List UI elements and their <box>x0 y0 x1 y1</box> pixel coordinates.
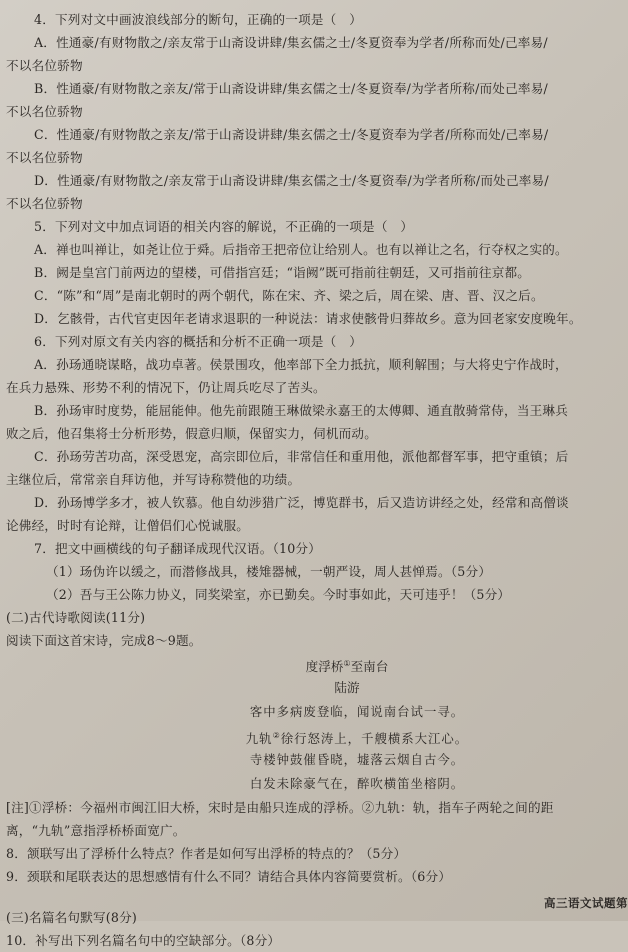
q4-option-a-cont: 不以名位骄物 <box>6 58 83 73</box>
q6-stem: 6．下列对原文有关内容的概括和分析不正确一项是（ ） <box>34 334 363 349</box>
q4-stem: 4．下列对文中画波浪线部分的断句，正确的一项是（ ） <box>34 12 363 27</box>
poem-title: 度浮桥①至南台 <box>305 659 389 675</box>
section-2-title: (二)古代诗歌阅读(11分) <box>6 610 146 625</box>
q4-option-a: A．性通豪/有财物散之/亲友常于山斋设讲肆/集玄儒之士/冬夏资奉为学者/所称而处/己率易/ <box>34 35 548 50</box>
q4-option-b-cont: 不以名位骄物 <box>6 104 83 119</box>
q4-option-b: B．性通豪/有财物散之亲友/常于山斋设讲肆/集玄儒之士/冬夏资奉/为学者所称/而处己率易/ <box>34 81 548 96</box>
q8-stem: 8．颔联写出了浮桥什么特点？作者是如何写出浮桥的特点的？（5分） <box>6 846 407 861</box>
poem-line-3: 寺楼钟鼓催昏晓，墟落云烟自古今。 <box>249 752 465 767</box>
poem-line-2-note: ② <box>272 731 281 740</box>
q6-option-d: D．孙玚博学多才，被人钦慕。他自幼涉猎广泛，博览群书，后又造访讲经之处，经常和高僧谈 <box>34 495 569 510</box>
q6-option-c-cont: 主继位后，常常亲自拜访他，并写诗称赞他的功绩。 <box>6 472 301 487</box>
poem-notes: [注]①浮桥：今福州市闽江旧大桥，宋时是由船只连成的浮桥。②九轨：轨，指车子两轮之间的距 <box>6 800 554 815</box>
poem-line-2: 九轨②徐行怒涛上，千艘横系大江心。 <box>245 731 469 747</box>
q5-option-c: C．“陈”和“周”是南北朝时的两个朝代，陈在宋、齐、梁之后，周在梁、唐、晋、汉之后。 <box>34 288 544 303</box>
q4-option-c: C．性通豪/有财物散之亲友/常于山斋设讲肆/集玄儒之士/冬夏资奉为学者/所称而处/己率易/ <box>34 127 549 142</box>
poem-author: 陆游 <box>334 680 360 695</box>
poem-line-4: 白发未除豪气在，醉吹横笛坐榕阴。 <box>249 776 465 791</box>
section-3-title: (三)名篇名句默写(8分) <box>6 910 138 925</box>
q4-option-c-cont: 不以名位骄物 <box>6 150 83 165</box>
q4-option-d: D．性通豪/有财物散之/亲友常于山斋设讲肆/集玄儒之士/冬夏资奉/为学者所称/而处己率易/ <box>34 173 549 188</box>
poem-notes-cont: 离，“九轨”意指浮桥桥面宽广。 <box>6 823 186 838</box>
spacer <box>6 888 618 906</box>
q10-stem: 10．补写出下列名篇名句中的空缺部分。（8分） <box>6 933 281 948</box>
q7-stem: 7．把文中画横线的句子翻译成现代汉语。（10分） <box>34 541 322 556</box>
q6-option-c: C．孙玚劳苦功高，深受恩宠，高宗即位后，非常信任和重用他，派他都督军事，把守重镇；后 <box>34 449 569 464</box>
q5-option-d: D．乞骸骨，古代官吏因年老请求退职的一种说法：请求使骸骨归葬故乡。意为回老家安度晚年。 <box>34 311 582 326</box>
section-2-intro: 阅读下面这首宋诗，完成8～9题。 <box>6 633 202 648</box>
q7-sentence-2: （2）吾与王公陈力协义，同奖梁室，亦已勤矣。今时事如此，天可违乎！（5分） <box>46 587 511 602</box>
q6-option-a: A．孙玚通晓谋略，战功卓著。侯景围攻，他率部下全力抵抗，顺利解围；与大将史宁作战时， <box>34 357 568 372</box>
q9-stem: 9．颈联和尾联表达的思想感情有什么不同？请结合具体内容简要赏析。（6分） <box>6 869 452 884</box>
q6-option-b: B．孙玚审时度势，能屈能伸。他先前跟随王琳做梁永嘉王的太傅卿、通直散骑常侍，当王琳兵 <box>34 403 568 418</box>
q6-option-a-cont: 在兵力悬殊、形势不利的情况下，仍让周兵吃尽了苦头。 <box>6 380 326 395</box>
q5-option-b: B．阙是皇宫门前两边的望楼，可借指宫廷；“诣阙”既可指前往朝廷，又可指前往京都。 <box>34 265 531 280</box>
poem-line-1: 客中多病废登临，闻说南台试一寻。 <box>249 704 465 719</box>
poem-title-note: ① <box>343 659 351 668</box>
page-footer: 高三语文试题第 <box>544 896 628 910</box>
q7-sentence-1: （1）玚伪许以缓之，而潜修战具，楼雉器械，一朝严设，周人甚惮焉。（5分） <box>46 564 492 579</box>
q5-stem: 5．下列对文中加点词语的相关内容的解说，不正确的一项是（ ） <box>34 219 414 234</box>
q4-option-d-cont: 不以名位骄物 <box>6 196 83 211</box>
q6-option-b-cont: 败之后，他召集将士分析形势，假意归顺，保留实力，伺机而动。 <box>6 426 378 441</box>
q5-option-a: A．禅也叫禅让，如尧让位于舜。后指帝王把帝位让给别人。也有以禅让之名，行夺权之实的。 <box>34 242 568 257</box>
q6-option-d-cont: 论佛经，时时有论辩，让僧侣们心悦诚服。 <box>6 518 250 533</box>
